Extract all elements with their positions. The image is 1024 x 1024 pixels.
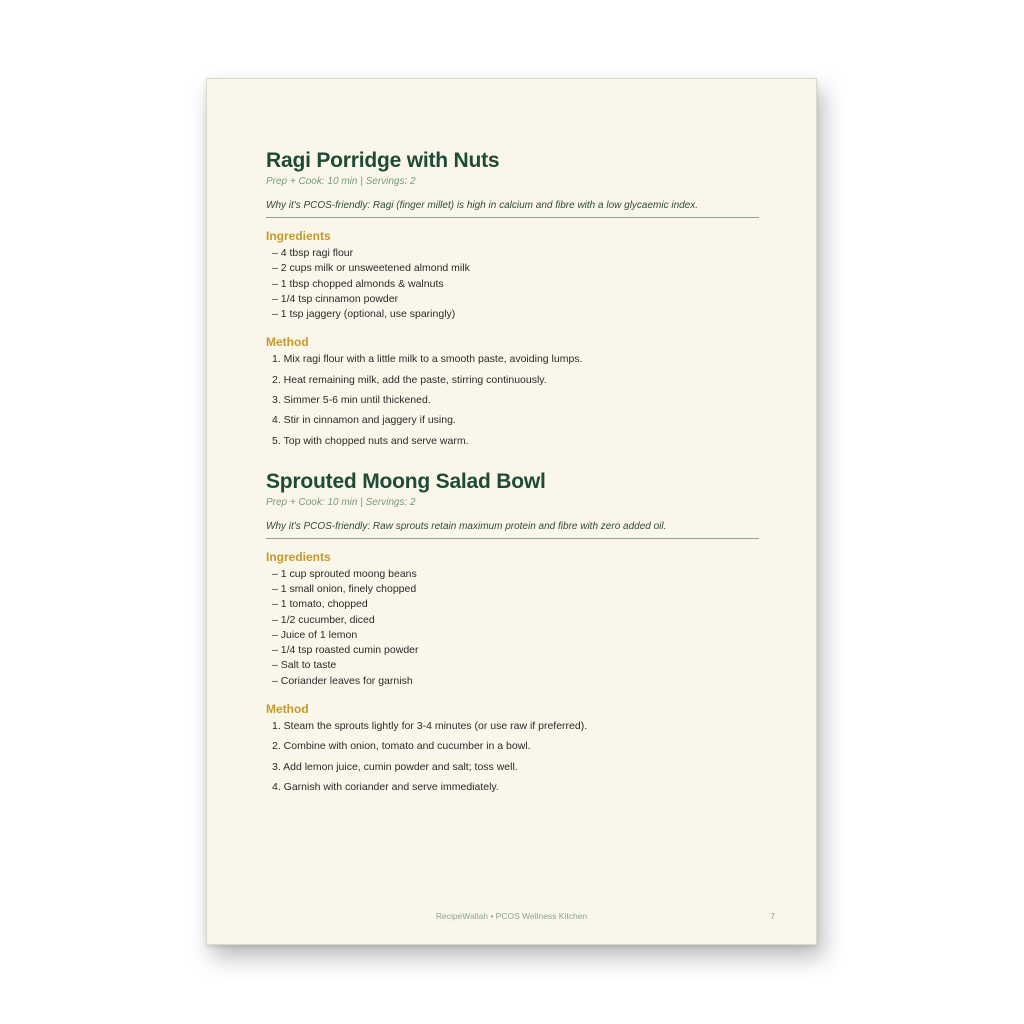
method-step: 1. Mix ragi flour with a little milk to a smooth paste, avoiding lumps.	[272, 353, 583, 366]
page-content	[266, 147, 759, 800]
method-step: 3. Simmer 5-6 min until thickened.	[272, 394, 431, 407]
recipe-meta: Prep + Cook: 10 min | Servings: 2	[266, 176, 416, 187]
ingredient-item: – 1 cup sprouted moong beans	[272, 567, 417, 580]
ingredients-heading: Ingredients	[266, 549, 331, 564]
ingredient-item: – 1/4 tsp roasted cumin powder	[272, 644, 419, 657]
document-page	[206, 78, 817, 945]
ingredient-item: – 2 cups milk or unsweetened almond milk	[272, 262, 470, 275]
ingredients-list	[266, 567, 759, 689]
ingredients-list	[266, 246, 759, 322]
method-list	[266, 352, 759, 448]
method-step: 4. Garnish with coriander and serve immediately.	[272, 780, 499, 793]
method-heading: Method	[266, 702, 309, 717]
ingredient-item: – Coriander leaves for garnish	[272, 674, 413, 687]
recipe-title: Sprouted Moong Salad Bowl	[266, 469, 546, 493]
ingredients-heading: Ingredients	[266, 229, 331, 243]
pcos-note: Why it's PCOS-friendly: Ragi (finger millet) is high in calcium and fibre with a low glycaemic index.	[266, 199, 759, 218]
ingredient-item: – 1 tbsp chopped almonds & walnuts	[272, 277, 444, 290]
recipe-title: Ragi Porridge with Nuts	[266, 149, 500, 172]
method-step: 3. Add lemon juice, cumin powder and salt; toss well.	[272, 760, 518, 773]
ingredient-item: – 1/2 cucumber, diced	[272, 613, 375, 626]
ingredient-item: – 1 tsp jaggery (optional, use sparingly)	[272, 308, 456, 321]
method-step: 5. Top with chopped nuts and serve warm.	[272, 434, 469, 447]
recipe-sprouted-moong-salad	[266, 468, 759, 795]
ingredient-item: – 1 small onion, finely chopped	[272, 582, 417, 595]
method-step: 1. Steam the sprouts lightly for 3-4 minutes (or use raw if preferred).	[272, 720, 588, 733]
ingredient-item: – 4 tbsp ragi flour	[272, 247, 354, 259]
page-number: 7	[770, 911, 775, 921]
method-list	[266, 719, 759, 795]
footer-brand: RecipeWallah • PCOS Wellness Kitchen	[435, 911, 588, 921]
ingredient-item: – 1 tomato, chopped	[272, 598, 368, 611]
recipe-meta: Prep + Cook: 10 min | Servings: 2	[266, 496, 416, 508]
method-step: 2. Heat remaining milk, add the paste, stirring continuously.	[272, 373, 547, 386]
pcos-note: Why it's PCOS-friendly: Raw sprouts retain maximum protein and fibre with zero added oil.	[266, 520, 759, 539]
method-heading: Method	[266, 335, 309, 350]
ingredient-item: – Juice of 1 lemon	[272, 628, 358, 641]
method-step: 4. Stir in cinnamon and jaggery if using.	[272, 414, 456, 427]
recipe-ragi-porridge	[266, 147, 759, 449]
method-step: 2. Combine with onion, tomato and cucumber in a bowl.	[272, 740, 531, 753]
ingredient-item: – Salt to taste	[272, 659, 337, 672]
ingredient-item: – 1/4 tsp cinnamon powder	[272, 292, 399, 305]
